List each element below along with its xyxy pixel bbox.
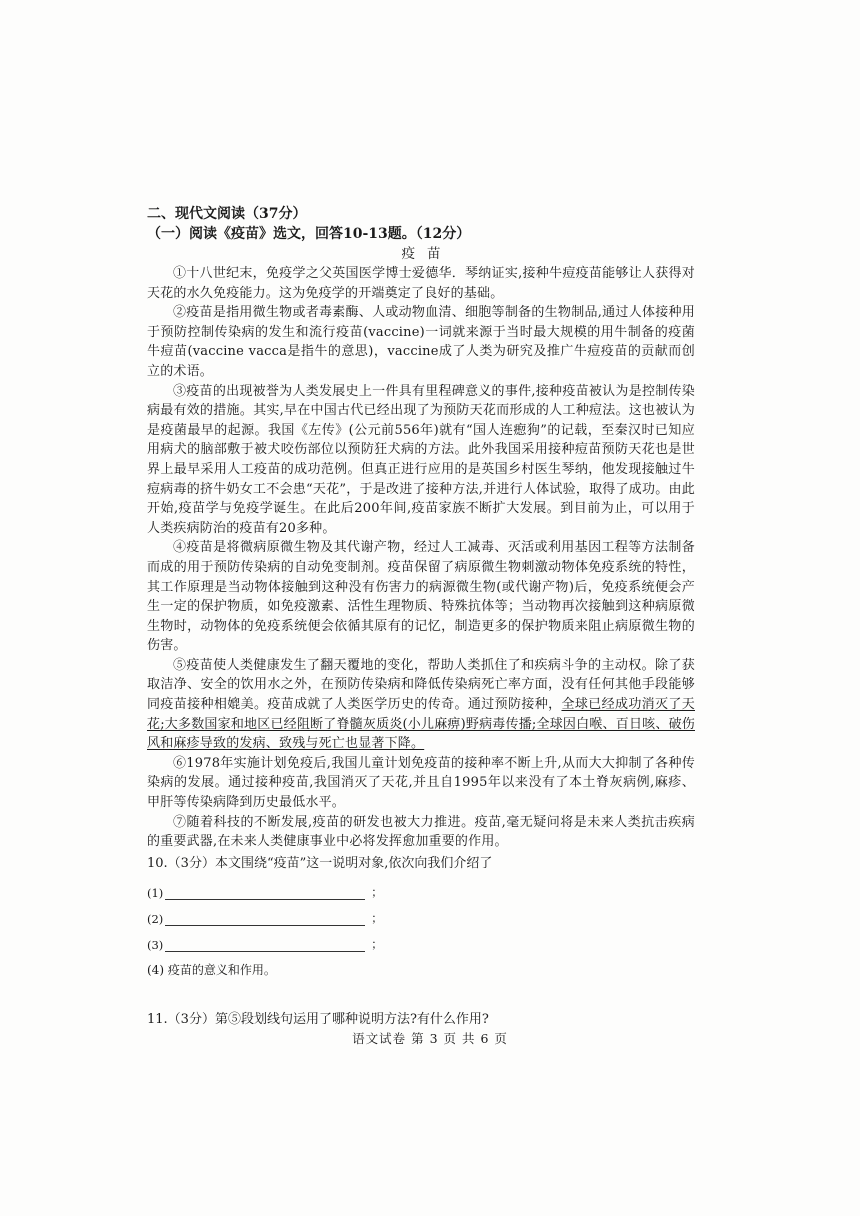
reading-subheading: （一）阅读《疫苗》选文，回答10-13题。（12分） [147,226,471,242]
question-11: 11.（3分）第⑤段划线句运用了哪种说明方法?有什么作用? [147,1011,489,1027]
paragraph-6: ⑥1978年实施计划免疫后,我国儿童计划免疫苗的接种率不断上升,从而大大抑制了各种传染病的发展。通过接种疫苗,我国消灭了天花,并且自1995年以来没有了本土脊灰病例,麻疹、甲肝等传染病降到历史最低水平。 [147,755,695,811]
answer-blank-1 [147,874,695,900]
question-10-item-4: (4) 疫苗的意义和作用。 [147,962,276,977]
article-title: 疫苗 [401,246,453,262]
paragraph-3: ③疫苗的出现被誉为人类发展史上一件具有里程碑意义的事件,接种疫苗被认为是控制传染病最有效的措施。其实,早在中国古代已经出现了为预防天花而形成的人工种痘法。这也被认为是疫菌最早的起源。我国《左传》(公元前556年)就有“国人连瘛狗”的记载，至秦汉时已知应用病犬的脑部敷于被犬咬伤部位以预防狂犬病的方法。此外我国采用接种痘苗预防天花也是世界上最早采用人工疫苗的成功范例。但真正进行应用的是英国乡村医生琴纳，他发现接触过牛痘病毒的挤牛奶女工不会患“天花”，于是改进了接种方法,并进行人体试验，取得了成功。由此开始,疫苗学与免疫学诞生。在此后200年间,疫苗家族不断扩大发展。到目前为止，可以用于人类疾病防治的疫苗有20多种。 [147,383,695,536]
blank-label: (3) [147,937,164,952]
underlined-sentence: 全球已经成功消灭了天花;大多数国家和地区已经阻断了脊髓灰质炎(小儿麻痹)野病毒传播;全球因白喉、百日咳、破伤风和麻疹导致的发病、致残与死亡也显著下降。 [147,697,695,752]
blank-end: ； [371,936,383,951]
blank-label: (1) [147,885,164,900]
page-footer: 语文试卷 第 3 页 共 6 页 [352,1031,508,1046]
answer-line[interactable] [165,885,365,900]
section-heading: 二、现代文阅读（37分） [147,206,307,222]
paragraph-4: ④疫苗是将微病原微生物及其代谢产物，经过人工减毒、灭活或利用基因工程等方法制备而成的用于预防传染病的自动免变制剂。疫苗保留了病原微生物刺激动物体免疫系统的特性，其工作原理是当动物体接触到这种没有伤害力的病源微生物(或代谢产物)后，免疫系统便会产生一定的保护物质，如免疫激素、活性生理物质、特殊抗体等；当动物再次接触到这种病原微生物时，动物体的免疫系统便会依循其原有的记忆，制造更多的保护物质来阻止病原微生物的伤害。 [147,540,695,654]
blank-end: ； [371,884,383,899]
answer-line[interactable] [165,937,365,952]
blank-end: ； [371,910,383,925]
paragraph-5-text: ⑤疫苗使人类健康发生了翻天覆地的变化，帮助人类抓住了和疾病斗争的主动权。除了获取洁净、安全的饮用水之外，在预防传染病和降低传染病死亡率方面，没有任何其他手段能够同疫苗接种相媲美。疫苗成就了人类医学历史的传奇。通过预防接种， [147,657,695,713]
paragraph-1: ①十八世纪末，免疫学之父英国医学博士爱德华．琴纳证实,接种牛痘疫苗能够让人获得对天花的水久免疫能力。这为免疫学的开端奠定了良好的基础。 [147,266,695,301]
page-content [147,204,695,1030]
blank-label: (2) [147,911,164,926]
answer-blank-2 [147,900,695,926]
paragraph-2: ②疫苗是指用微生物或者毒素酶、人或动物血清、细胞等制备的生物制品,通过人体接种用于预防控制传染病的发生和流行疫苗(vaccine)一词就来源于当时最大规模的用牛制备的疫菌牛痘苗(vaccine vacca是指牛的意思)，vaccine成了人类为研究及推广牛痘疫苗的贡献而创立的术语。 [147,305,695,379]
answer-blank-3 [147,926,695,952]
paragraph-5 [147,656,695,754]
question-10: 10.（3分）本文围绕“疫苗”这一说明对象,依次向我们介绍了 [147,855,493,871]
answer-line[interactable] [165,911,365,926]
paragraph-7: ⑦随着科技的不断发展,疫苗的研发也被大力推进。疫苗,毫无疑问将是未来人类抗击疾病的重要武器,在未来人类健康事业中必将发挥愈加重要的作用。 [147,814,695,850]
